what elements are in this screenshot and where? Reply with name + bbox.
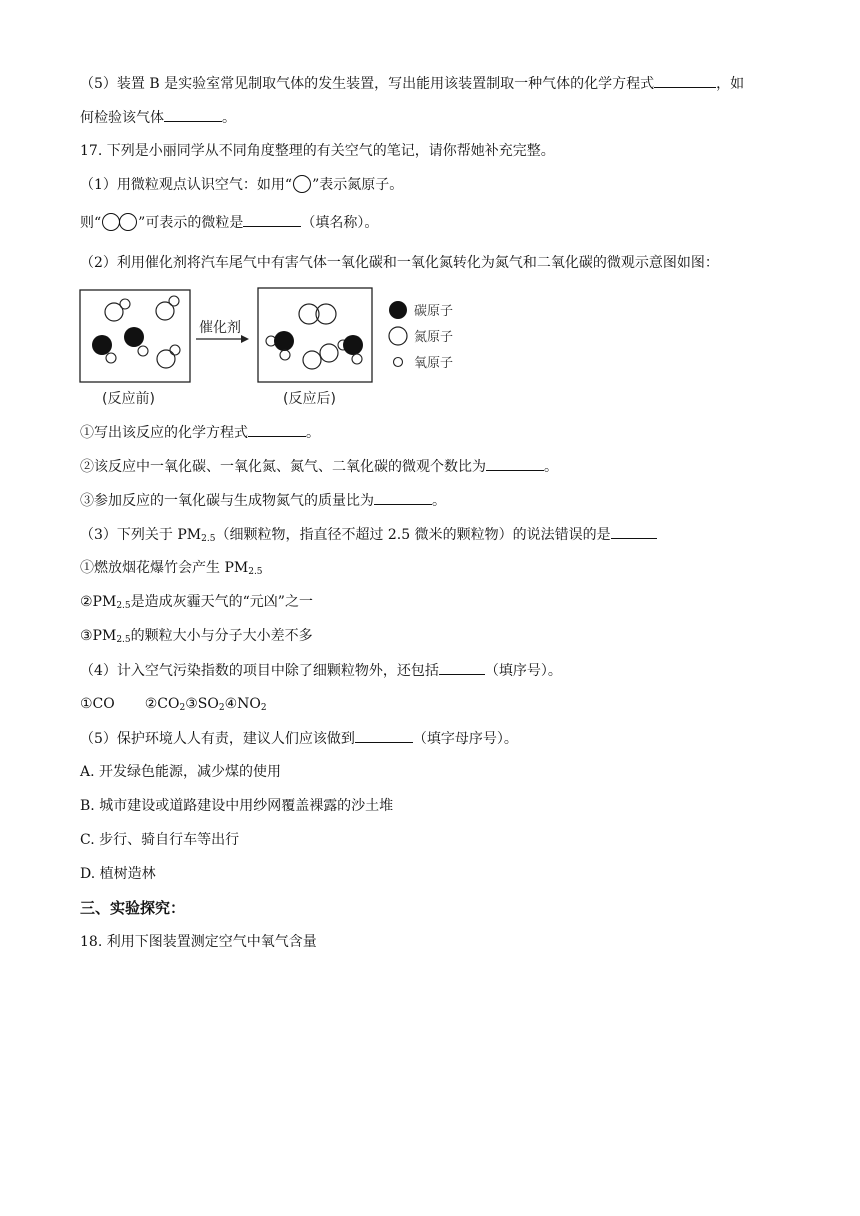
q17-5-option-a: A. 开发绿色能源，减少煤的使用 bbox=[80, 764, 282, 780]
answer-blank bbox=[439, 660, 485, 675]
answer-blank bbox=[374, 490, 432, 505]
oxygen-atom-icon bbox=[138, 346, 148, 356]
q17-3-opt1: ①燃放烟花爆竹会产生 $PM_{2.5}$ bbox=[80, 560, 263, 577]
q17-3-stem: （3）下列关于 $PM_{2.5}$（细颗粒物，指直径不超过 2.5 微米的颗粒物）的说法错误的是 bbox=[80, 524, 657, 545]
answer-blank bbox=[654, 73, 716, 88]
carbon-atom-legend-icon bbox=[389, 301, 407, 319]
nitrogen-atom-icon bbox=[293, 175, 311, 193]
carbon-atom-icon bbox=[92, 335, 112, 355]
q17-2-b: ②该反应中一氧化碳、一氧化氮、氮气、二氧化碳的微观个数比为 。 bbox=[80, 456, 558, 477]
oxygen-atom-legend-icon bbox=[394, 358, 403, 367]
carbon-atom-icon bbox=[124, 327, 144, 347]
q17-3-opt2: $②PM_{2.5}$是造成灰霾天气的“元凶”之一 bbox=[80, 594, 313, 611]
q17-1-line1: （1）用微粒观点认识空气：如用“ ”表示氮原子。 bbox=[80, 177, 404, 193]
q17-5-option-b: B. 城市建设或道路建设中用纱网覆盖裸露的沙土堆 bbox=[80, 798, 394, 814]
oxygen-atom-icon bbox=[120, 299, 130, 309]
reaction-diagram-svg bbox=[78, 286, 478, 410]
arrow-head-icon bbox=[241, 335, 249, 343]
carbon-atom-icon bbox=[274, 331, 294, 351]
answer-blank bbox=[611, 524, 657, 539]
oxygen-atom-icon bbox=[280, 350, 290, 360]
nitrogen-atom-icon bbox=[320, 344, 338, 362]
q17-2-c: ③参加反应的一氧化碳与生成物氮气的质量比为 。 bbox=[80, 490, 446, 511]
q17-2-a: ①写出该反应的化学方程式 。 bbox=[80, 422, 320, 443]
before-label: (反应前) bbox=[102, 391, 155, 407]
section-3-heading: 三、实验探究： bbox=[80, 899, 186, 917]
nitrogen-atom-icon bbox=[102, 213, 120, 231]
oxygen-atom-icon bbox=[106, 353, 116, 363]
q17-3-opt3: $③PM_{2.5}$的颗粒大小与分子大小差不多 bbox=[80, 628, 313, 645]
q17-5-option-c: C. 步行、骑自行车等出行 bbox=[80, 832, 240, 848]
legend-oxygen: 氧原子 bbox=[414, 356, 454, 371]
reaction-diagram bbox=[78, 286, 478, 410]
answer-blank bbox=[355, 728, 413, 743]
q17-5-stem: （5）保护环境人人有责，建议人们应该做到 （填字母序号）。 bbox=[80, 728, 518, 749]
q16-5-line2: 何检验该气体 。 bbox=[80, 107, 236, 128]
oxygen-atom-icon bbox=[352, 354, 362, 364]
arrow-label: 催化剂 bbox=[199, 320, 241, 336]
q17-1-line2: 则“ ”可表示的微粒是 （填名称）。 bbox=[80, 212, 378, 233]
answer-blank bbox=[164, 107, 222, 122]
q18-stem: 18. 利用下图装置测定空气中氧气含量 bbox=[80, 934, 317, 950]
q17-4-options: ①CO $②CO_2③SO_2④NO_2$ bbox=[80, 696, 267, 713]
answer-blank bbox=[243, 212, 301, 227]
legend-carbon: 碳原子 bbox=[414, 304, 454, 319]
answer-blank bbox=[248, 422, 306, 437]
q17-intro: 17. 下列是小丽同学从不同角度整理的有关空气的笔记，请你帮她补充完整。 bbox=[80, 143, 555, 159]
oxygen-atom-icon bbox=[169, 296, 179, 306]
legend-nitrogen: 氮原子 bbox=[414, 330, 454, 345]
carbon-atom-icon bbox=[343, 335, 363, 355]
q17-2-intro: （2）利用催化剂将汽车尾气中有害气体一氧化碳和一氧化氮转化为氮气和二氧化碳的微观示意图如图： bbox=[80, 255, 719, 271]
nitrogen-atom-legend-icon bbox=[389, 327, 407, 345]
nitrogen-atom-icon bbox=[157, 350, 175, 368]
after-label: (反应后) bbox=[283, 391, 336, 407]
q17-5-option-d: D. 植树造林 bbox=[80, 866, 156, 882]
q16-5-line1: （5）装置 B 是实验室常见制取气体的发生装置，写出能用该装置制取一种气体的化学方程式 ，如 bbox=[80, 73, 744, 94]
q17-4-stem: （4）计入空气污染指数的项目中除了细颗粒物外，还包括 （填序号）。 bbox=[80, 660, 562, 681]
nitrogen-atom-icon bbox=[119, 213, 137, 231]
nitrogen-atom-icon bbox=[303, 351, 321, 369]
oxygen-atom-icon bbox=[170, 345, 180, 355]
answer-blank bbox=[486, 456, 544, 471]
